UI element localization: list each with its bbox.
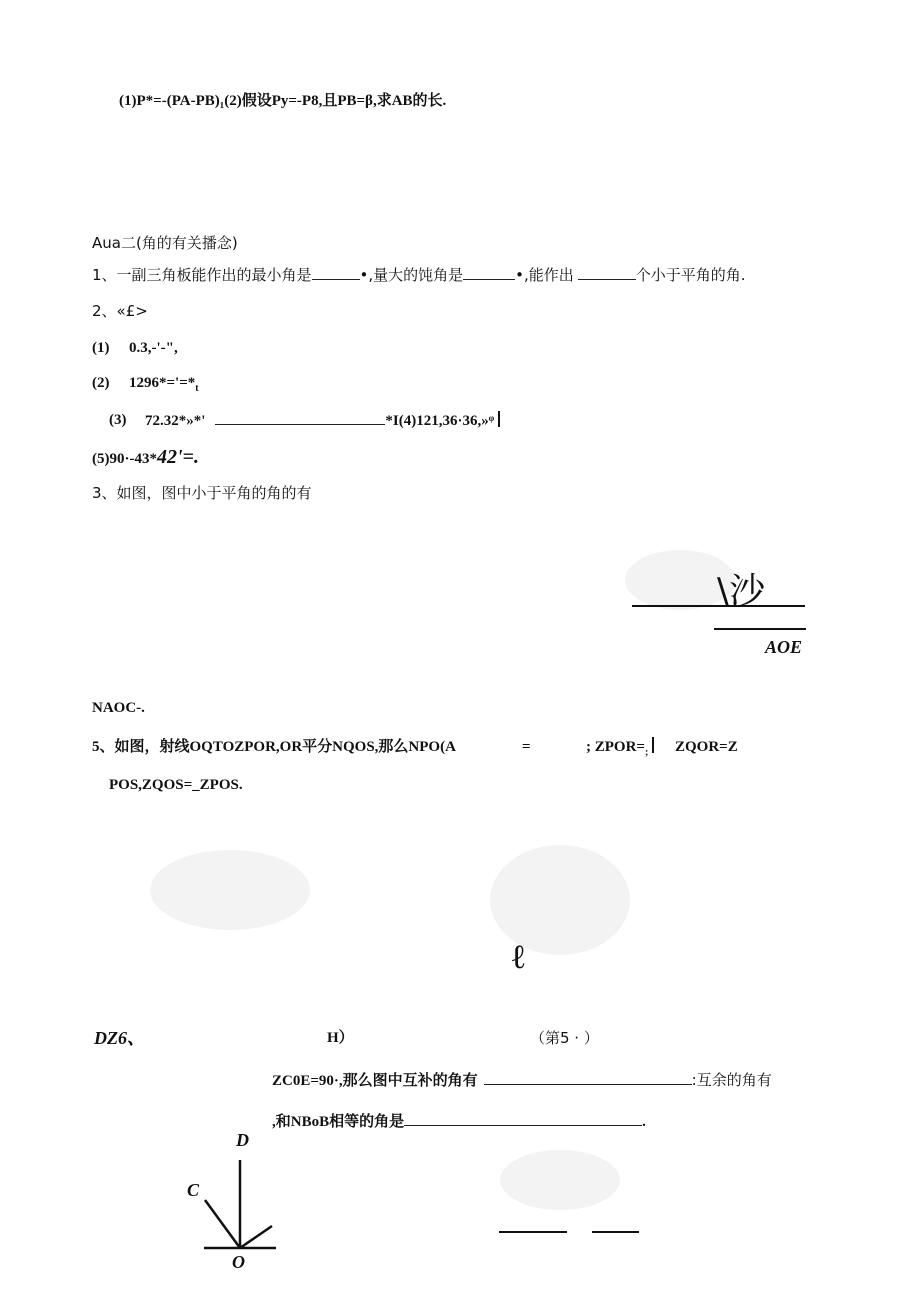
q6-h-mark: H）: [327, 1030, 354, 1046]
q6-line-2-text: ,和NBoB相等的角是: [272, 1114, 405, 1130]
q6-figure-ref: （第5 · ）: [530, 1029, 599, 1047]
q3-figure-glyph: \沙: [717, 571, 766, 612]
question-3: 3、如图，图中小于平角的角的有: [92, 484, 312, 502]
q5-text-a: 5、如图，射线OQTOZPOR,OR平分NQOS,那么NPO(A: [92, 739, 456, 755]
q6-lead: DZ6、: [94, 1028, 145, 1048]
q2-item-3-expr: 72.32*»*': [145, 413, 206, 429]
q2-heading: 2、«£>: [92, 302, 148, 320]
q6-label-d: D: [236, 1130, 249, 1150]
q2-item-1-text: 0.3,-'-",: [129, 340, 178, 356]
q5-figure-mark: ℓ: [512, 939, 525, 976]
q3-figure-label: AOE: [765, 637, 803, 657]
q2-item-5-big: 42'=.: [157, 446, 199, 468]
q2-item-3-number: (3): [109, 412, 127, 428]
q2-item-2-expr: 1296*='=*: [129, 375, 196, 391]
naoc-line: NAOC-.: [92, 700, 145, 716]
q1-text-a: 1、一副三角板能作出的最小角是: [92, 266, 312, 284]
q5-text-d: ZQOR=Z: [675, 739, 738, 755]
q6-label-o: O: [232, 1252, 245, 1272]
q5-equals: =: [522, 739, 531, 755]
q2-item-2-number: (2): [92, 375, 110, 391]
q6-label-c: C: [187, 1180, 200, 1200]
q2-item-5-expr: (5)90·-43*: [92, 451, 157, 467]
top-formula-line: (1)P*=-(PA-PB)₁(2)假设Py=-P8,且PB=β,求AB的长.: [119, 93, 447, 109]
q2-item-4-expr: *I(4)121,36·36,»ᵠ: [385, 413, 495, 429]
q2-item-1-number: (1): [92, 340, 110, 356]
q5-line-2: POS,ZQOS=_ZPOS.: [109, 777, 243, 793]
q5-zpor: ; ZPOR=: [586, 739, 645, 755]
section-title: Aua二(角的有关播念): [92, 234, 238, 252]
q1-text-d: 个小于平角的角.: [635, 266, 746, 284]
q2-item-2-sub: t: [195, 383, 199, 394]
q6-line-2-end: .: [642, 1114, 646, 1130]
q5-zpor-sub: ;: [644, 747, 649, 758]
q6-line-1-text: ZC0E=90·,那么图中互补的角有: [272, 1073, 478, 1089]
q1-text-b: •,量大的饨角是: [359, 266, 464, 284]
q1-text-c: •,能作出: [515, 266, 574, 284]
q6-line-1-end: :互余的角有: [691, 1071, 772, 1089]
